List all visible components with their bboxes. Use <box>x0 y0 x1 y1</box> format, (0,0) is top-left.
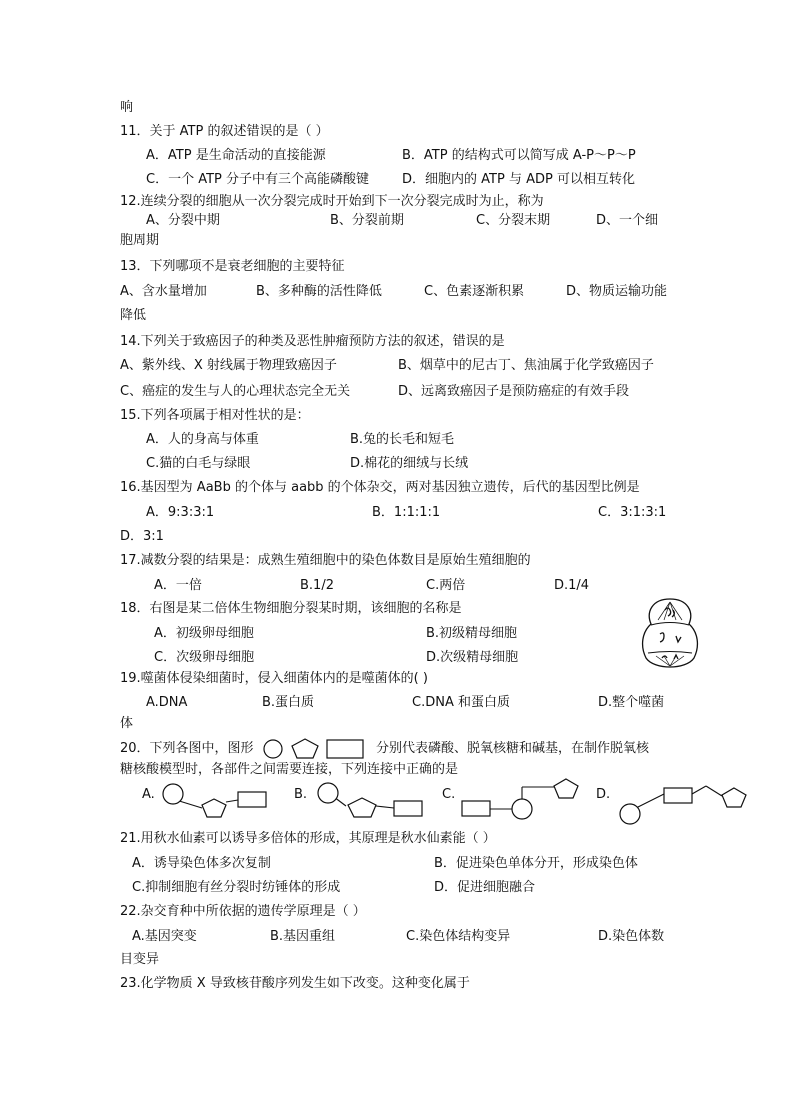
option-b: B．1:1:1:1 <box>372 505 441 520</box>
option-a: A.DNA <box>146 695 188 710</box>
question-22: 22.杂交育种中所依据的遗传学原理是（ ） <box>120 904 366 919</box>
option-b: B.蛋白质 <box>262 695 315 710</box>
deoxyribose-pentagon-icon <box>290 737 320 759</box>
option-a: A．初级卵母细胞 <box>154 626 254 641</box>
text-line: 降低 <box>120 308 147 323</box>
option-a: A．9:3:3:1 <box>146 505 215 520</box>
option-d: D.染色体数 <box>598 929 665 944</box>
question-20-cont: 分别代表磷酸、脱氧核糖和碱基，在制作脱氧核 <box>376 741 650 756</box>
option-a-label: A. <box>142 787 155 802</box>
option-a: A．诱导染色体多次复制 <box>132 856 271 871</box>
option-b: B.初级精母细胞 <box>426 626 518 641</box>
option-d: D、远离致癌因子是预防癌症的有效手段 <box>398 384 630 399</box>
option-b-diagram <box>316 780 436 820</box>
question-13: 13．下列哪项不是衰老细胞的主要特征 <box>120 259 345 274</box>
option-a: A、分裂中期 <box>146 213 220 228</box>
option-b: B．促进染色单体分开，形成染色体 <box>434 856 638 871</box>
option-d: D．细胞内的 ATP 与 ADP 可以相互转化 <box>402 172 635 187</box>
text-line: 体 <box>120 716 134 731</box>
option-c: C．次级卵母细胞 <box>154 650 255 665</box>
text-line: 胞周期 <box>120 233 160 248</box>
option-a-diagram <box>160 780 280 820</box>
option-b: B.兔的长毛和短毛 <box>350 432 455 447</box>
option-c: C.猫的白毛与绿眼 <box>146 456 251 471</box>
text-line: 响 <box>120 100 134 115</box>
option-b: B.1/2 <box>300 578 334 593</box>
question-12: 12.连续分裂的细胞从一次分裂完成时开始到下一次分裂完成时为止，称为 <box>120 194 544 209</box>
question-20: 20．下列各图中，图形 <box>120 741 254 756</box>
option-b: B、分裂前期 <box>330 213 404 228</box>
option-b: B．ATP 的结构式可以简写成 A-P～P～P <box>402 148 636 163</box>
text-line: 目变异 <box>120 952 160 967</box>
option-d-label: D. <box>596 787 611 802</box>
option-d: D.棉花的细绒与长绒 <box>350 456 469 471</box>
option-c: C、分裂末期 <box>476 213 551 228</box>
option-c: C．一个 ATP 分子中有三个高能磷酸键 <box>146 172 370 187</box>
question-18: 18．右图是某二倍体生物细胞分裂某时期，该细胞的名称是 <box>120 601 462 616</box>
question-14: 14.下列关于致癌因子的种类及恶性肿瘤预防方法的叙述，错误的是 <box>120 334 505 349</box>
option-d: D.次级精母细胞 <box>426 650 519 665</box>
option-c: C.两倍 <box>426 578 466 593</box>
option-d: D．促进细胞融合 <box>434 880 536 895</box>
cell-division-figure <box>640 596 700 672</box>
option-d: D.1/4 <box>554 578 590 593</box>
option-b-label: B. <box>294 787 308 802</box>
option-a: A．一倍 <box>154 578 202 593</box>
option-a: A．ATP 是生命活动的直接能源 <box>146 148 326 163</box>
option-c-diagram <box>460 775 590 823</box>
option-a: A．人的身高与体重 <box>146 432 259 447</box>
option-b: B.基因重组 <box>270 929 336 944</box>
question-21: 21.用秋水仙素可以诱导多倍体的形成，其原理是秋水仙素能（ ） <box>120 831 496 846</box>
option-c: C．3:1:3:1 <box>598 505 667 520</box>
option-c: C.抑制细胞有丝分裂时纺锤体的形成 <box>132 880 341 895</box>
option-b: B、烟草中的尼古丁、焦油属于化学致癌因子 <box>398 358 654 373</box>
option-b: B、多种酶的活性降低 <box>256 284 382 299</box>
option-c: C.染色体结构变异 <box>406 929 511 944</box>
question-17: 17.减数分裂的结果是：成熟生殖细胞中的染色体数目是原始生殖细胞的 <box>120 553 531 568</box>
option-c: C、色素逐渐积累 <box>424 284 525 299</box>
option-d: D．3:1 <box>120 529 164 544</box>
question-19: 19.噬菌体侵染细菌时，侵入细菌体内的是噬菌体的( ) <box>120 671 428 686</box>
option-d: D.整个噬菌 <box>598 695 665 710</box>
option-d-diagram <box>616 778 756 828</box>
question-11: 11．关于 ATP 的叙述错误的是（ ） <box>120 124 329 139</box>
option-a: A、含水量增加 <box>120 284 207 299</box>
question-23: 23.化学物质 X 导致核苷酸序列发生如下改变。这种变化属于 <box>120 976 470 991</box>
option-c: C.DNA 和蛋白质 <box>412 695 510 710</box>
question-15: 15.下列各项属于相对性状的是： <box>120 408 310 423</box>
text-line: 糖核酸模型时，各部件之间需要连接，下列连接中正确的是 <box>120 762 459 777</box>
phosphate-circle-icon <box>262 738 284 760</box>
option-c: C、癌症的发生与人的心理状态完全无关 <box>120 384 351 399</box>
question-16: 16.基因型为 AaBb 的个体与 aabb 的个体杂交，两对基因独立遗传，后代的基因型比例是 <box>120 480 640 495</box>
option-d: D、一个细 <box>596 213 659 228</box>
option-d: D、物质运输功能 <box>566 284 668 299</box>
option-a: A、紫外线、X 射线属于物理致癌因子 <box>120 358 337 373</box>
base-rectangle-icon <box>326 738 366 760</box>
option-c-label: C. <box>442 787 456 802</box>
option-a: A.基因突变 <box>132 929 197 944</box>
